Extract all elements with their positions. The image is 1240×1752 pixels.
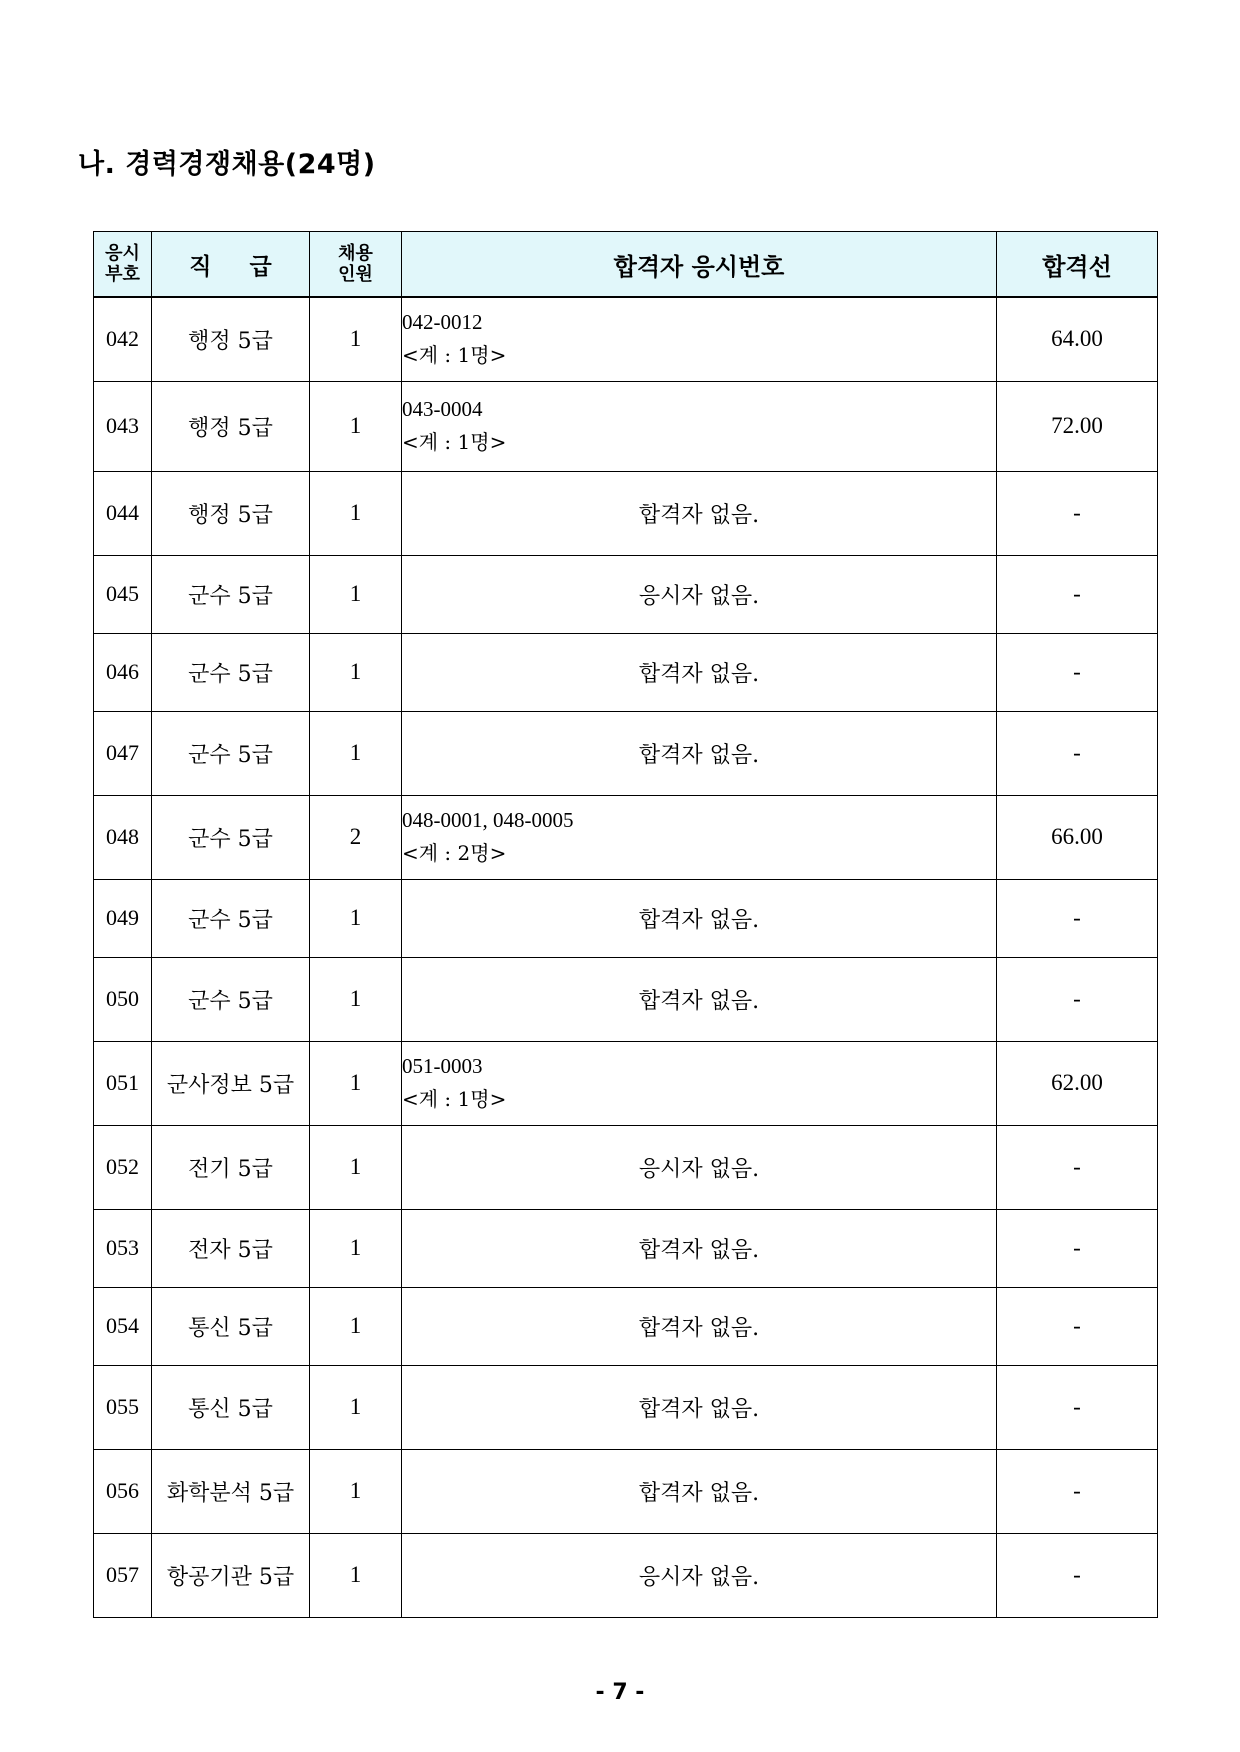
- passer-number-list: 051-0003: [402, 1054, 483, 1078]
- header-code-line2: 부호: [105, 264, 140, 285]
- cutoff-score-cell: 66.00: [997, 795, 1158, 879]
- cutoff-score-cell: 62.00: [997, 1041, 1158, 1125]
- passer-status-cell: 합격자 없음.: [402, 1365, 997, 1449]
- passer-status-cell: 합격자 없음.: [402, 1287, 997, 1365]
- exam-code-cell: 047: [94, 711, 152, 795]
- exam-code-cell: 056: [94, 1449, 152, 1533]
- passer-status-cell: 합격자 없음.: [402, 711, 997, 795]
- table-row: [94, 957, 1158, 1041]
- table-row: [94, 1041, 1158, 1125]
- header-cutoff-score: 합격선: [997, 232, 1158, 298]
- exam-code-cell: 043: [94, 381, 152, 471]
- passer-numbers-cell: [402, 381, 997, 471]
- exam-code-cell: 044: [94, 471, 152, 555]
- cutoff-score-cell: -: [997, 957, 1158, 1041]
- table-row: [94, 555, 1158, 633]
- table-row: [94, 1365, 1158, 1449]
- passer-subtotal: <계 : 1명>: [402, 1087, 507, 1111]
- rank-cell: 군수 5급: [152, 555, 310, 633]
- passer-number-list: 043-0004: [402, 397, 483, 421]
- cutoff-score-cell: -: [997, 1365, 1158, 1449]
- cutoff-score-cell: -: [997, 1533, 1158, 1617]
- rank-cell: 군수 5급: [152, 879, 310, 957]
- passer-status-cell: 응시자 없음.: [402, 555, 997, 633]
- cutoff-score-cell: 64.00: [997, 297, 1158, 381]
- cutoff-score-cell: -: [997, 1449, 1158, 1533]
- rank-cell: 전기 5급: [152, 1125, 310, 1209]
- rank-cell: 행정 5급: [152, 471, 310, 555]
- exam-code-cell: 048: [94, 795, 152, 879]
- hiring-count-cell: 1: [310, 879, 402, 957]
- hiring-count-cell: 1: [310, 1041, 402, 1125]
- rank-cell: 통신 5급: [152, 1365, 310, 1449]
- cutoff-score-cell: -: [997, 879, 1158, 957]
- header-passer-numbers: 합격자 응시번호: [402, 232, 997, 298]
- table-row: [94, 1449, 1158, 1533]
- passer-status-cell: 합격자 없음.: [402, 1449, 997, 1533]
- exam-code-cell: 045: [94, 555, 152, 633]
- hiring-count-cell: 1: [310, 471, 402, 555]
- hiring-count-cell: 1: [310, 1209, 402, 1287]
- passer-number-list: 042-0012: [402, 310, 483, 335]
- passer-number-list: 048-0001, 048-0005: [402, 808, 574, 832]
- table-row: [94, 381, 1158, 471]
- section-title: 나. 경력경쟁채용(24명): [78, 149, 376, 180]
- hiring-count-cell: 1: [310, 957, 402, 1041]
- rank-cell: 행정 5급: [152, 381, 310, 471]
- cutoff-score-cell: -: [997, 471, 1158, 555]
- table-row: [94, 1287, 1158, 1365]
- page-number: - 7 -: [595, 1680, 645, 1705]
- rank-cell: 항공기관 5급: [152, 1533, 310, 1617]
- passer-status-cell: 합격자 없음.: [402, 471, 997, 555]
- cutoff-score-cell: 72.00: [997, 381, 1158, 471]
- hiring-count-cell: 1: [310, 1533, 402, 1617]
- table-row: [94, 795, 1158, 879]
- hiring-count-cell: 1: [310, 1287, 402, 1365]
- header-count-line2: 인원: [338, 264, 373, 285]
- exam-code-cell: 050: [94, 957, 152, 1041]
- hiring-count-cell: 1: [310, 555, 402, 633]
- table-header-row: [94, 232, 1158, 298]
- table-row: [94, 879, 1158, 957]
- cutoff-score-cell: -: [997, 1125, 1158, 1209]
- cutoff-score-cell: -: [997, 711, 1158, 795]
- rank-cell: 전자 5급: [152, 1209, 310, 1287]
- header-exam-code: [94, 232, 152, 298]
- rank-cell: 군수 5급: [152, 633, 310, 711]
- passer-subtotal: <계 : 1명>: [402, 430, 507, 454]
- table-row: [94, 1125, 1158, 1209]
- passer-subtotal: <계 : 2명>: [402, 841, 507, 865]
- cutoff-score-cell: -: [997, 633, 1158, 711]
- results-table: [93, 231, 1158, 1618]
- rank-cell: 군수 5급: [152, 795, 310, 879]
- table-row: [94, 711, 1158, 795]
- passer-status-cell: 합격자 없음.: [402, 1209, 997, 1287]
- exam-code-cell: 054: [94, 1287, 152, 1365]
- passer-numbers-cell: [402, 297, 997, 381]
- hiring-count-cell: 1: [310, 1449, 402, 1533]
- cutoff-score-cell: -: [997, 1287, 1158, 1365]
- exam-code-cell: 053: [94, 1209, 152, 1287]
- hiring-count-cell: 1: [310, 297, 402, 381]
- rank-cell: 군수 5급: [152, 711, 310, 795]
- header-count-line1: 채용: [338, 243, 373, 264]
- exam-code-cell: 046: [94, 633, 152, 711]
- header-hiring-count: [310, 232, 402, 298]
- header-code-line1: 응시: [105, 243, 140, 264]
- passer-numbers-cell: [402, 795, 997, 879]
- table-row: [94, 1533, 1158, 1617]
- passer-status-cell: 응시자 없음.: [402, 1533, 997, 1617]
- exam-code-cell: 049: [94, 879, 152, 957]
- hiring-count-cell: 1: [310, 381, 402, 471]
- passer-numbers-cell: [402, 1041, 997, 1125]
- hiring-count-cell: 1: [310, 633, 402, 711]
- rank-cell: 통신 5급: [152, 1287, 310, 1365]
- passer-status-cell: 합격자 없음.: [402, 957, 997, 1041]
- rank-cell: 군수 5급: [152, 957, 310, 1041]
- hiring-count-cell: 1: [310, 711, 402, 795]
- table-row: [94, 1209, 1158, 1287]
- hiring-count-cell: 1: [310, 1125, 402, 1209]
- passer-status-cell: 합격자 없음.: [402, 633, 997, 711]
- exam-code-cell: 051: [94, 1041, 152, 1125]
- passer-subtotal: <계 : 1명>: [402, 343, 507, 368]
- table-row: [94, 633, 1158, 711]
- rank-cell: 행정 5급: [152, 297, 310, 381]
- exam-code-cell: 057: [94, 1533, 152, 1617]
- rank-cell: 화학분석 5급: [152, 1449, 310, 1533]
- exam-code-cell: 042: [94, 297, 152, 381]
- table-row: [94, 297, 1158, 381]
- table-row: [94, 471, 1158, 555]
- passer-status-cell: 응시자 없음.: [402, 1125, 997, 1209]
- passer-status-cell: 합격자 없음.: [402, 879, 997, 957]
- hiring-count-cell: 2: [310, 795, 402, 879]
- cutoff-score-cell: -: [997, 555, 1158, 633]
- exam-code-cell: 052: [94, 1125, 152, 1209]
- hiring-count-cell: 1: [310, 1365, 402, 1449]
- rank-cell: 군사정보 5급: [152, 1041, 310, 1125]
- header-rank: 직 급: [152, 232, 310, 298]
- exam-code-cell: 055: [94, 1365, 152, 1449]
- cutoff-score-cell: -: [997, 1209, 1158, 1287]
